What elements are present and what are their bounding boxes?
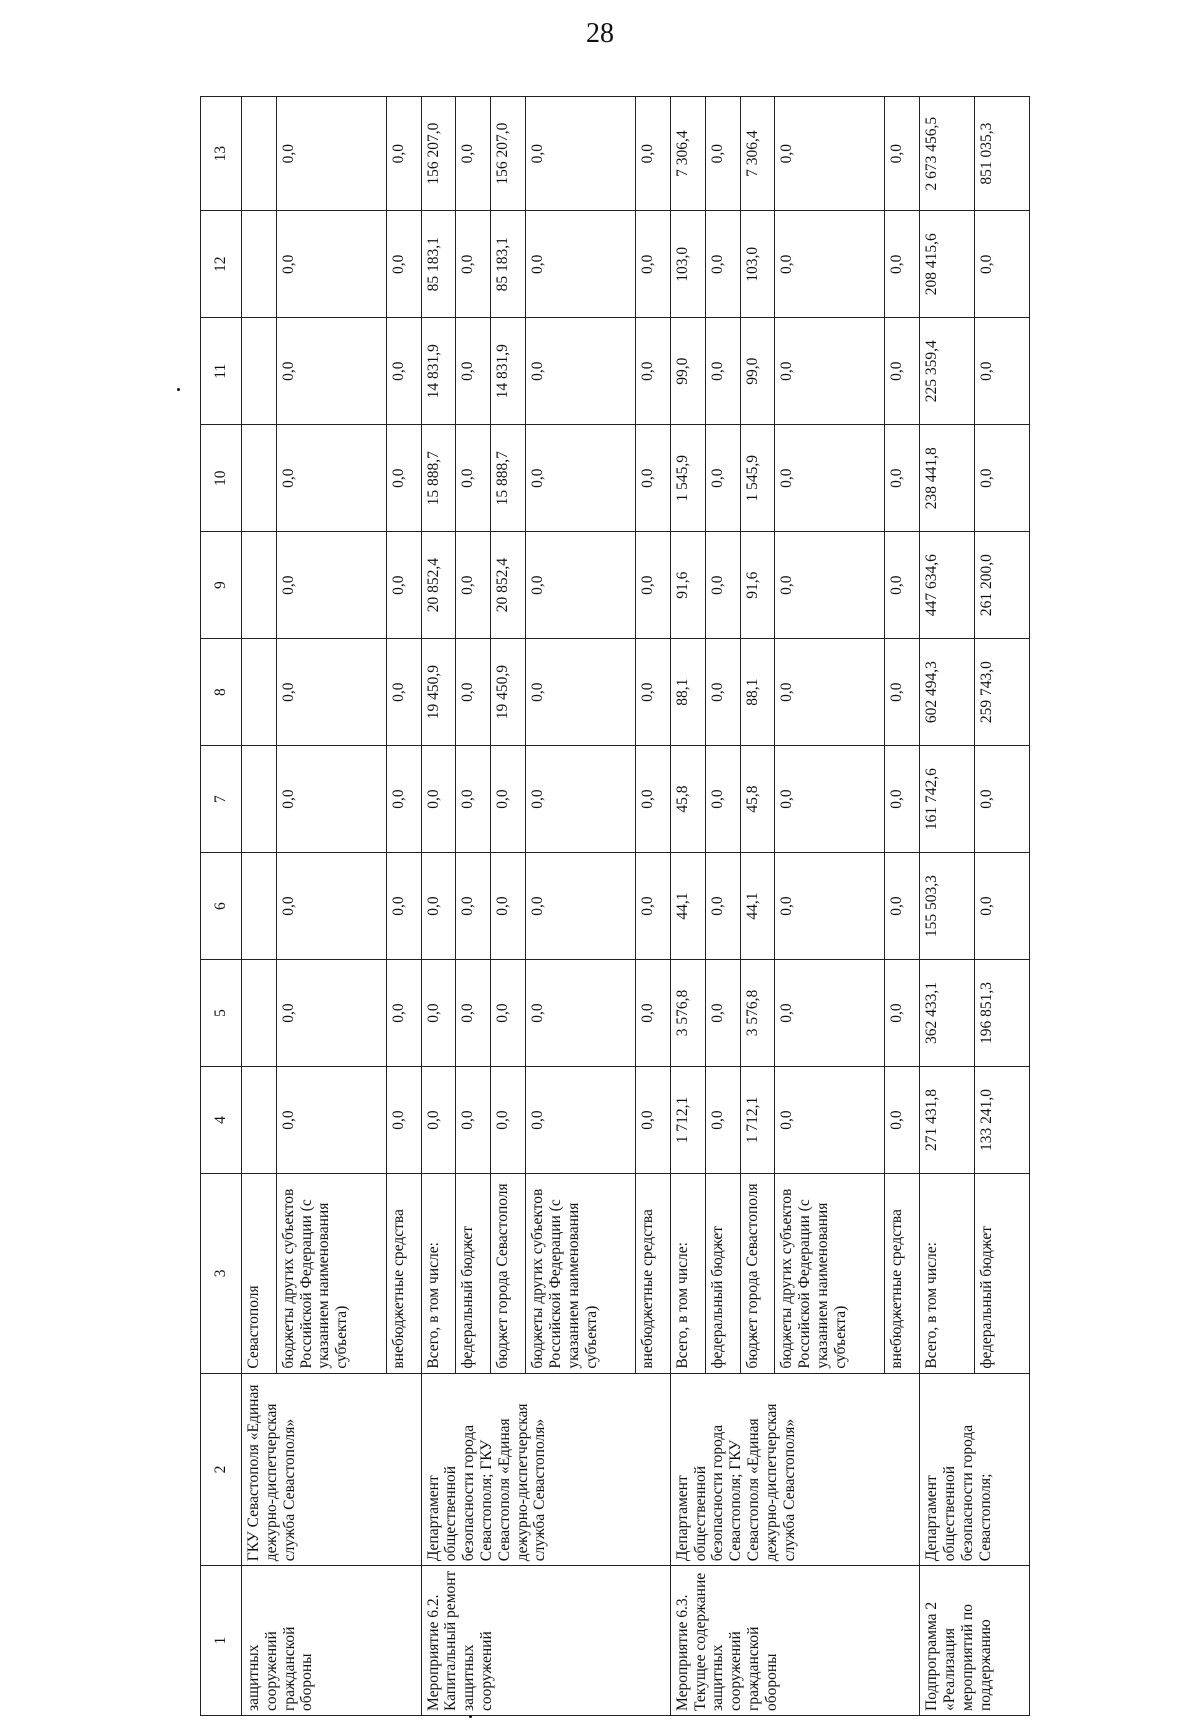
amount-cell: 7 306,4 xyxy=(740,97,775,211)
funding-source-cell: Всего, в том числе: xyxy=(670,1173,705,1373)
amount-cell: 0,0 xyxy=(421,960,456,1067)
amount-cell: 0,0 xyxy=(276,746,386,853)
budget-table-rotated xyxy=(200,96,1030,1716)
amount-cell: 225 359,4 xyxy=(920,318,975,425)
amount-cell: 0,0 xyxy=(526,97,636,211)
amount-cell: 0,0 xyxy=(705,639,740,746)
amount-cell: 0,0 xyxy=(276,318,386,425)
amount-cell: 0,0 xyxy=(456,960,491,1067)
amount-cell: 0,0 xyxy=(276,97,386,211)
amount-cell: 0,0 xyxy=(386,532,421,639)
amount-cell: 44,1 xyxy=(740,853,775,960)
amount-cell: 0,0 xyxy=(775,1067,885,1174)
column-number: 7 xyxy=(201,746,242,853)
amount-cell: 0,0 xyxy=(526,853,636,960)
funding-source-cell: внебюджетные средства xyxy=(885,1173,920,1373)
amount-cell: 103,0 xyxy=(740,211,775,318)
funding-source-cell: внебюджетные средства xyxy=(635,1173,670,1373)
amount-cell: 14 831,9 xyxy=(491,318,526,425)
amount-cell: 0,0 xyxy=(276,211,386,318)
amount-cell: 85 183,1 xyxy=(491,211,526,318)
amount-cell: 99,0 xyxy=(740,318,775,425)
amount-cell: 0,0 xyxy=(276,532,386,639)
column-number: 2 xyxy=(201,1373,242,1566)
amount-cell: 0,0 xyxy=(635,853,670,960)
executor-cell: Департамент общественной безопасности города Севастополя; xyxy=(920,1373,1030,1566)
amount-cell: 2 673 456,5 xyxy=(920,97,975,211)
amount-cell: 88,1 xyxy=(670,639,705,746)
table-row xyxy=(242,97,277,1716)
amount-cell: 0,0 xyxy=(526,211,636,318)
measure-name-cell: Мероприятие 6.2. Капитальный ремонт защитных сооружений xyxy=(421,1566,670,1716)
amount-cell: 0,0 xyxy=(885,97,920,211)
amount-cell: 0,0 xyxy=(456,97,491,211)
amount-cell xyxy=(242,425,277,532)
budget-table xyxy=(200,96,1030,1716)
funding-source-cell: федеральный бюджет xyxy=(975,1173,1030,1373)
amount-cell: 0,0 xyxy=(526,960,636,1067)
amount-cell: 20 852,4 xyxy=(491,532,526,639)
stray-mark xyxy=(177,388,180,391)
amount-cell: 0,0 xyxy=(526,425,636,532)
amount-cell: 208 415,6 xyxy=(920,211,975,318)
column-number: 8 xyxy=(201,639,242,746)
amount-cell: 1 545,9 xyxy=(670,425,705,532)
amount-cell xyxy=(242,853,277,960)
amount-cell: 155 503,3 xyxy=(920,853,975,960)
amount-cell: 0,0 xyxy=(386,97,421,211)
table-row xyxy=(421,97,456,1716)
amount-cell: 602 494,3 xyxy=(920,639,975,746)
measure-name-cell: Подпрограмма 2 «Реализация мероприятий по поддержанию xyxy=(920,1566,1030,1716)
amount-cell: 0,0 xyxy=(386,853,421,960)
amount-cell: 0,0 xyxy=(975,746,1030,853)
amount-cell: 0,0 xyxy=(276,425,386,532)
amount-cell: 156 207,0 xyxy=(421,97,456,211)
amount-cell: 0,0 xyxy=(635,746,670,853)
funding-source-cell: бюджет города Севастополя xyxy=(491,1173,526,1373)
funding-source-cell: Всего, в том числе: xyxy=(920,1173,975,1373)
amount-cell: 0,0 xyxy=(885,532,920,639)
funding-source-cell: федеральный бюджет xyxy=(705,1173,740,1373)
amount-cell: 3 576,8 xyxy=(670,960,705,1067)
amount-cell: 0,0 xyxy=(421,746,456,853)
amount-cell: 0,0 xyxy=(421,853,456,960)
amount-cell: 0,0 xyxy=(705,211,740,318)
amount-cell: 0,0 xyxy=(276,639,386,746)
column-number: 9 xyxy=(201,532,242,639)
amount-cell: 0,0 xyxy=(526,318,636,425)
executor-cell: Департамент общественной безопасности города Севастополя; ГКУ Севастополя «Единая дежурно-диспетчерская служба Севастополя» xyxy=(421,1373,670,1566)
amount-cell: 0,0 xyxy=(276,853,386,960)
amount-cell: 447 634,6 xyxy=(920,532,975,639)
amount-cell: 1 712,1 xyxy=(670,1067,705,1174)
amount-cell xyxy=(242,97,277,211)
amount-cell: 44,1 xyxy=(670,853,705,960)
amount-cell: 0,0 xyxy=(705,97,740,211)
funding-source-cell: бюджеты других субъектов Российской Федерации (с указанием наименования субъекта) xyxy=(276,1173,386,1373)
table-row xyxy=(670,97,705,1716)
amount-cell: 0,0 xyxy=(526,1067,636,1174)
amount-cell: 0,0 xyxy=(386,1067,421,1174)
amount-cell: 161 742,6 xyxy=(920,746,975,853)
amount-cell: 20 852,4 xyxy=(421,532,456,639)
amount-cell xyxy=(242,639,277,746)
amount-cell: 0,0 xyxy=(386,639,421,746)
amount-cell: 0,0 xyxy=(456,425,491,532)
amount-cell: 0,0 xyxy=(885,211,920,318)
table-body xyxy=(242,97,1030,1716)
amount-cell: 0,0 xyxy=(775,960,885,1067)
amount-cell: 19 450,9 xyxy=(491,639,526,746)
amount-cell: 0,0 xyxy=(456,853,491,960)
amount-cell: 0,0 xyxy=(975,211,1030,318)
amount-cell: 0,0 xyxy=(775,853,885,960)
amount-cell: 0,0 xyxy=(885,425,920,532)
amount-cell: 0,0 xyxy=(635,532,670,639)
measure-name-cell: защитных сооружений гражданской обороны xyxy=(242,1566,422,1716)
column-number: 13 xyxy=(201,97,242,211)
amount-cell: 0,0 xyxy=(635,960,670,1067)
amount-cell: 0,0 xyxy=(386,318,421,425)
amount-cell: 0,0 xyxy=(456,639,491,746)
executor-cell: ГКУ Севастополя «Единая дежурно-диспетчерская служба Севастополя» xyxy=(242,1373,422,1566)
amount-cell: 0,0 xyxy=(885,960,920,1067)
amount-cell: 0,0 xyxy=(975,425,1030,532)
funding-source-cell: бюджет города Севастополя xyxy=(740,1173,775,1373)
amount-cell xyxy=(242,318,277,425)
amount-cell: 15 888,7 xyxy=(491,425,526,532)
amount-cell: 7 306,4 xyxy=(670,97,705,211)
amount-cell: 91,6 xyxy=(670,532,705,639)
amount-cell: 0,0 xyxy=(456,318,491,425)
executor-cell: Департамент общественной безопасности города Севастополя; ГКУ Севастополя «Единая дежурно-диспетчерская служба Севастополя» xyxy=(670,1373,919,1566)
amount-cell: 0,0 xyxy=(705,853,740,960)
amount-cell: 0,0 xyxy=(705,1067,740,1174)
table-row xyxy=(920,97,975,1716)
amount-cell: 0,0 xyxy=(775,211,885,318)
amount-cell: 238 441,8 xyxy=(920,425,975,532)
amount-cell: 0,0 xyxy=(456,532,491,639)
amount-cell: 0,0 xyxy=(635,425,670,532)
amount-cell: 196 851,3 xyxy=(975,960,1030,1067)
amount-cell: 0,0 xyxy=(276,960,386,1067)
amount-cell xyxy=(242,532,277,639)
amount-cell: 19 450,9 xyxy=(421,639,456,746)
amount-cell: 0,0 xyxy=(775,532,885,639)
amount-cell: 0,0 xyxy=(885,746,920,853)
amount-cell: 0,0 xyxy=(491,853,526,960)
amount-cell: 851 035,3 xyxy=(975,97,1030,211)
column-number: 10 xyxy=(201,425,242,532)
amount-cell: 0,0 xyxy=(526,532,636,639)
amount-cell: 271 431,8 xyxy=(920,1067,975,1174)
column-number: 5 xyxy=(201,960,242,1067)
funding-source-cell: внебюджетные средства xyxy=(386,1173,421,1373)
amount-cell xyxy=(242,211,277,318)
amount-cell: 99,0 xyxy=(670,318,705,425)
amount-cell xyxy=(242,960,277,1067)
amount-cell: 14 831,9 xyxy=(421,318,456,425)
amount-cell: 45,8 xyxy=(740,746,775,853)
column-number: 11 xyxy=(201,318,242,425)
amount-cell: 0,0 xyxy=(386,211,421,318)
column-number: 6 xyxy=(201,853,242,960)
amount-cell: 261 200,0 xyxy=(975,532,1030,639)
amount-cell: 0,0 xyxy=(705,532,740,639)
amount-cell: 259 743,0 xyxy=(975,639,1030,746)
amount-cell: 0,0 xyxy=(526,639,636,746)
amount-cell: 0,0 xyxy=(456,1067,491,1174)
amount-cell: 0,0 xyxy=(705,746,740,853)
amount-cell: 0,0 xyxy=(526,746,636,853)
amount-cell: 91,6 xyxy=(740,532,775,639)
amount-cell: 0,0 xyxy=(276,1067,386,1174)
amount-cell: 0,0 xyxy=(975,318,1030,425)
amount-cell: 156 207,0 xyxy=(491,97,526,211)
amount-cell xyxy=(242,1067,277,1174)
amount-cell: 1 545,9 xyxy=(740,425,775,532)
amount-cell: 85 183,1 xyxy=(421,211,456,318)
measure-name-cell: Мероприятие 6.3. Текущее содержание защитных сооружений гражданской обороны xyxy=(670,1566,919,1716)
amount-cell: 0,0 xyxy=(885,1067,920,1174)
amount-cell: 3 576,8 xyxy=(740,960,775,1067)
funding-source-cell: Всего, в том числе: xyxy=(421,1173,456,1373)
amount-cell: 103,0 xyxy=(670,211,705,318)
amount-cell: 0,0 xyxy=(635,1067,670,1174)
amount-cell: 0,0 xyxy=(386,960,421,1067)
page-number: 28 xyxy=(586,18,614,49)
column-number: 12 xyxy=(201,211,242,318)
amount-cell: 0,0 xyxy=(386,425,421,532)
amount-cell: 0,0 xyxy=(775,639,885,746)
funding-source-cell: Севастополя xyxy=(242,1173,277,1373)
funding-source-cell: федеральный бюджет xyxy=(456,1173,491,1373)
column-number-row xyxy=(201,97,242,1716)
column-number: 1 xyxy=(201,1566,242,1716)
amount-cell: 0,0 xyxy=(635,318,670,425)
funding-source-cell: бюджеты других субъектов Российской Федерации (с указанием наименования субъекта) xyxy=(775,1173,885,1373)
amount-cell: 0,0 xyxy=(775,425,885,532)
amount-cell: 0,0 xyxy=(975,853,1030,960)
amount-cell: 0,0 xyxy=(775,97,885,211)
amount-cell: 0,0 xyxy=(775,746,885,853)
amount-cell: 0,0 xyxy=(635,97,670,211)
amount-cell: 0,0 xyxy=(386,746,421,853)
amount-cell: 0,0 xyxy=(705,318,740,425)
amount-cell: 362 433,1 xyxy=(920,960,975,1067)
amount-cell: 0,0 xyxy=(635,211,670,318)
amount-cell: 133 241,0 xyxy=(975,1067,1030,1174)
amount-cell: 0,0 xyxy=(635,639,670,746)
amount-cell: 0,0 xyxy=(705,425,740,532)
amount-cell: 15 888,7 xyxy=(421,425,456,532)
amount-cell: 0,0 xyxy=(885,853,920,960)
amount-cell: 0,0 xyxy=(456,746,491,853)
amount-cell: 88,1 xyxy=(740,639,775,746)
amount-cell xyxy=(242,746,277,853)
column-number: 4 xyxy=(201,1067,242,1174)
amount-cell: 0,0 xyxy=(491,1067,526,1174)
amount-cell: 0,0 xyxy=(491,960,526,1067)
amount-cell: 1 712,1 xyxy=(740,1067,775,1174)
amount-cell: 0,0 xyxy=(885,639,920,746)
amount-cell: 0,0 xyxy=(421,1067,456,1174)
amount-cell: 0,0 xyxy=(491,746,526,853)
funding-source-cell: бюджеты других субъектов Российской Федерации (с указанием наименования субъекта) xyxy=(526,1173,636,1373)
amount-cell: 45,8 xyxy=(670,746,705,853)
amount-cell: 0,0 xyxy=(705,960,740,1067)
amount-cell: 0,0 xyxy=(456,211,491,318)
amount-cell: 0,0 xyxy=(775,318,885,425)
amount-cell: 0,0 xyxy=(885,318,920,425)
column-number: 3 xyxy=(201,1173,242,1373)
